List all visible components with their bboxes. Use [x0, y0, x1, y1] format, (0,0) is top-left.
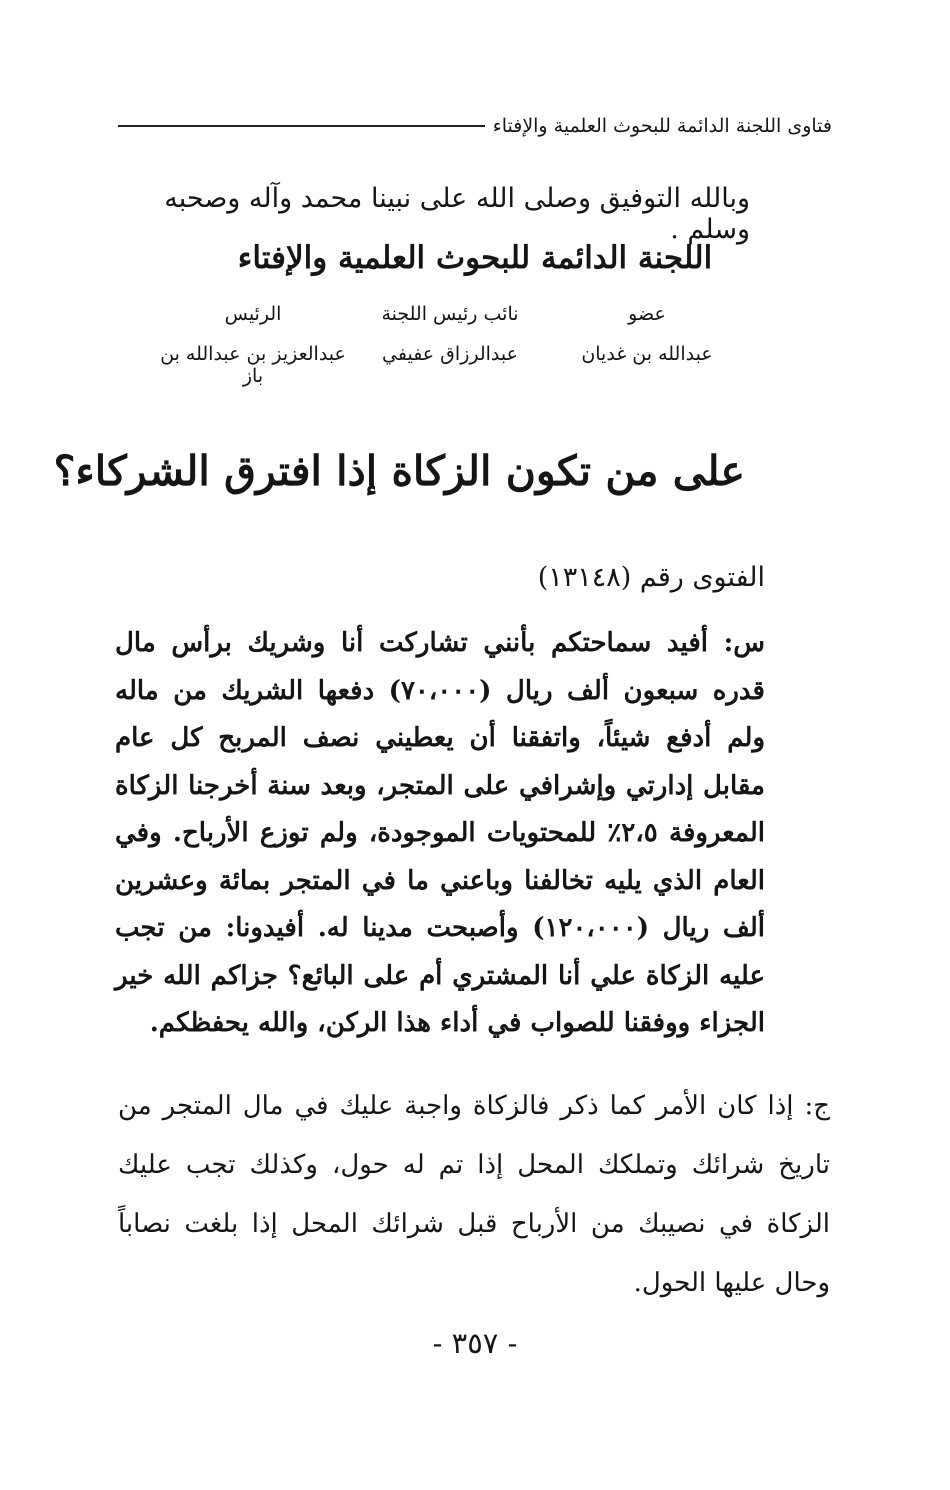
running-header-title: فتاوى اللجنة الدائمة للبحوث العلمية والإفتاء — [492, 115, 832, 137]
signature-name-deputy: عبدالرزاق عفيفي — [382, 343, 518, 365]
signature-name-chairman: عبدالعزيز بن عبدالله بن باز — [160, 343, 346, 387]
signature-name-member: عبدالله بن غديان — [581, 343, 713, 365]
closing-formula: وبالله التوفيق وصلى الله على نبينا محمد وآله وصحبه وسلم . — [164, 183, 750, 245]
signature-roles — [155, 303, 745, 325]
fatwa-number: الفتوى رقم (١٣١٤٨) — [537, 562, 765, 593]
signature-block — [155, 303, 745, 387]
signature-role-member: عضو — [628, 303, 666, 325]
section-title: على من تكون الزكاة إذا افترق الشركاء؟ — [53, 447, 745, 495]
signature-role-chairman: الرئيس — [224, 303, 282, 325]
page-number: - ٣٥٧ - — [432, 1326, 518, 1360]
question-paragraph: س: أفيد سماحتكم بأنني تشاركت أنا وشريك برأس مال قدره سبعون ألف ريال (٧٠،٠٠٠) دفعها الشريك من ماله ولم أدفع شيئاً، واتفقنا أن يعطيني نصف المربح كل عام مقابل إدارتي وإشرافي على المتجر، وبعد سنة أخرجنا الزكاة المعروفة ٢،٥٪ للمحتويات الموجودة، ولم توزع الأرباح. وفي العام الذي يليه تخالفنا وباعني ما في المتجر بمائة وعشرين ألف ريال (١٢٠،٠٠٠) وأصبحت مدينا له. أفيدونا: من تجب عليه الزكاة علي أنا المشتري أم على البائع؟ جزاكم الله خير الجزاء ووفقنا للصواب في أداء هذا الركن، والله يحفظكم. — [115, 628, 765, 1038]
signature-role-deputy: نائب رئيس اللجنة — [381, 303, 519, 325]
running-header — [118, 115, 832, 137]
committee-name: اللجنة الدائمة للبحوث العلمية والإفتاء — [237, 240, 713, 276]
answer-paragraph: ج: إذا كان الأمر كما ذكر فالزكاة واجبة عليك في مال المتجر من تاريخ شرائك وتملكك المحل إذا تم له حول، وكذلك تجب عليك الزكاة في نصيبك من الأرباح قبل شرائك المحل إذا بلغت نصاباً وحال عليها الحول. — [118, 1091, 830, 1298]
signature-names — [155, 343, 745, 387]
header-rule — [118, 125, 485, 127]
